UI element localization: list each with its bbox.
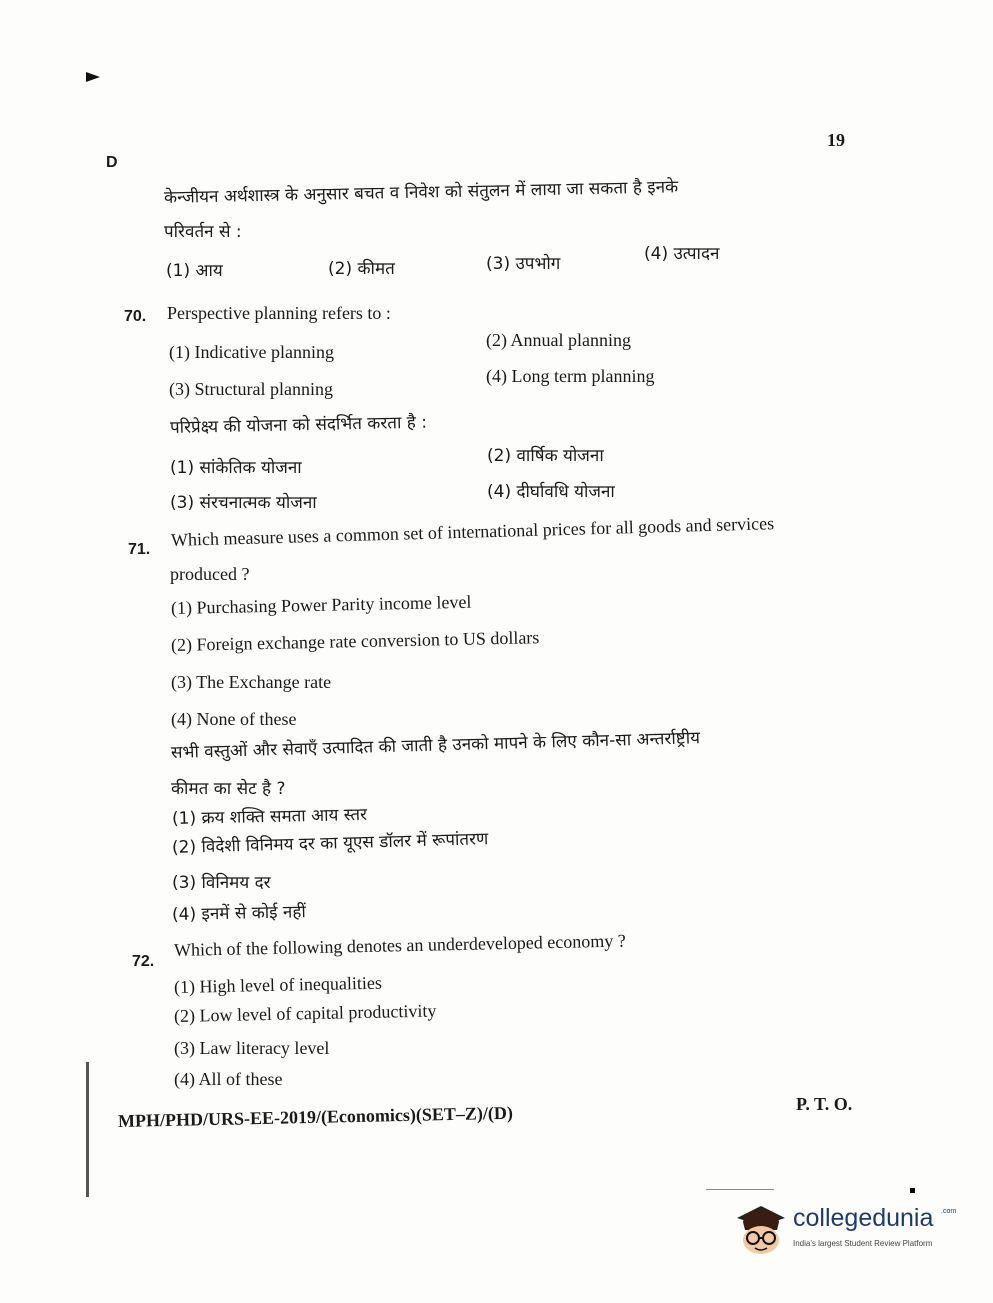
set-letter: D: [106, 154, 118, 171]
mascot-icon: [733, 1196, 789, 1256]
logo-tagline: India's largest Student Review Platform: [793, 1239, 933, 1248]
q72-option-2: (2) Low level of capital productivity: [173, 1000, 437, 1026]
q71-hindi-option-4: (4) इनमें से कोई नहीं: [171, 902, 307, 925]
footer-exam-code: MPH/PHD/URS-EE-2019/(Economics)(SET–Z)/(D): [117, 1102, 514, 1131]
logo-domain: .com: [941, 1208, 957, 1215]
q71-option-1: (1) Purchasing Power Parity income level: [170, 591, 472, 618]
q71-hindi-option-1: (1) क्रय शक्ति समता आय स्तर: [171, 804, 368, 829]
q70-option-2: (2) Annual planning: [486, 330, 631, 350]
q70-number: 70.: [124, 308, 147, 325]
q70-hindi-option-4: (4) दीर्घावधि योजना: [487, 482, 615, 502]
collegedunia-logo: [733, 1196, 963, 1260]
corner-mark: [86, 72, 100, 82]
q71-hindi-question-line2: कीमत का सेट है ?: [171, 779, 286, 799]
q71-hindi-question-line1: सभी वस्तुओं और सेवाएँ उत्पादित की जाती है उनको मापने के लिए कौन-सा अन्तर्राष्ट्रीय: [170, 728, 701, 763]
q71-question-line2: produced ?: [170, 564, 250, 584]
q69-option-2: (2) कीमत: [328, 259, 395, 279]
scan-edge-mark: [86, 1062, 89, 1197]
q72-option-3: (3) Law literacy level: [174, 1038, 330, 1058]
q71-number: 71.: [128, 541, 151, 558]
q69-option-1: (1) आय: [166, 261, 223, 281]
q72-number: 72.: [132, 953, 155, 970]
pto-label: P. T. O.: [796, 1094, 853, 1114]
q71-question-line1: Which measure uses a common set of international prices for all goods and services: [170, 513, 775, 550]
q69-hindi-question-line2: परिवर्तन से :: [164, 222, 242, 242]
q70-hindi-option-3: (3) संरचनात्मक योजना: [170, 493, 317, 513]
q72-option-1: (1) High level of inequalities: [173, 972, 383, 997]
q70-hindi-option-1: (1) सांकेतिक योजना: [170, 458, 302, 478]
logo-wordmark: collegedunia: [793, 1204, 934, 1232]
q71-option-4: (4) None of these: [171, 709, 297, 729]
q70-question: Perspective planning refers to :: [167, 303, 391, 323]
scan-line: [706, 1189, 774, 1190]
q71-hindi-option-2: (2) विदेशी विनिमय दर का यूएस डॉलर में रूपांतरण: [171, 829, 489, 858]
q70-option-1: (1) Indicative planning: [169, 342, 334, 362]
q70-option-4: (4) Long term planning: [486, 366, 655, 386]
q71-hindi-option-3: (3) विनिमय दर: [172, 873, 271, 893]
page-number: 19: [827, 130, 845, 150]
q72-question: Which of the following denotes an underdeveloped economy ?: [173, 930, 626, 960]
q69-option-4: (4) उत्पादन: [644, 244, 720, 264]
q71-option-3: (3) The Exchange rate: [171, 672, 332, 692]
q69-option-3: (3) उपभोग: [486, 254, 561, 274]
q70-hindi-question: परिप्रेक्ष्य की योजना को संदर्भित करता है :: [169, 412, 428, 438]
scan-dot: [910, 1188, 915, 1193]
q70-hindi-option-2: (2) वार्षिक योजना: [487, 446, 604, 466]
q72-option-4: (4) All of these: [174, 1069, 283, 1089]
q69-hindi-question-line1: केन्जीयन अर्थशास्त्र के अनुसार बचत व निवेश को संतुलन में लाया जा सकता है इनके: [163, 177, 679, 208]
q70-option-3: (3) Structural planning: [169, 379, 333, 399]
q71-option-2: (2) Foreign exchange rate conversion to US dollars: [170, 627, 540, 655]
